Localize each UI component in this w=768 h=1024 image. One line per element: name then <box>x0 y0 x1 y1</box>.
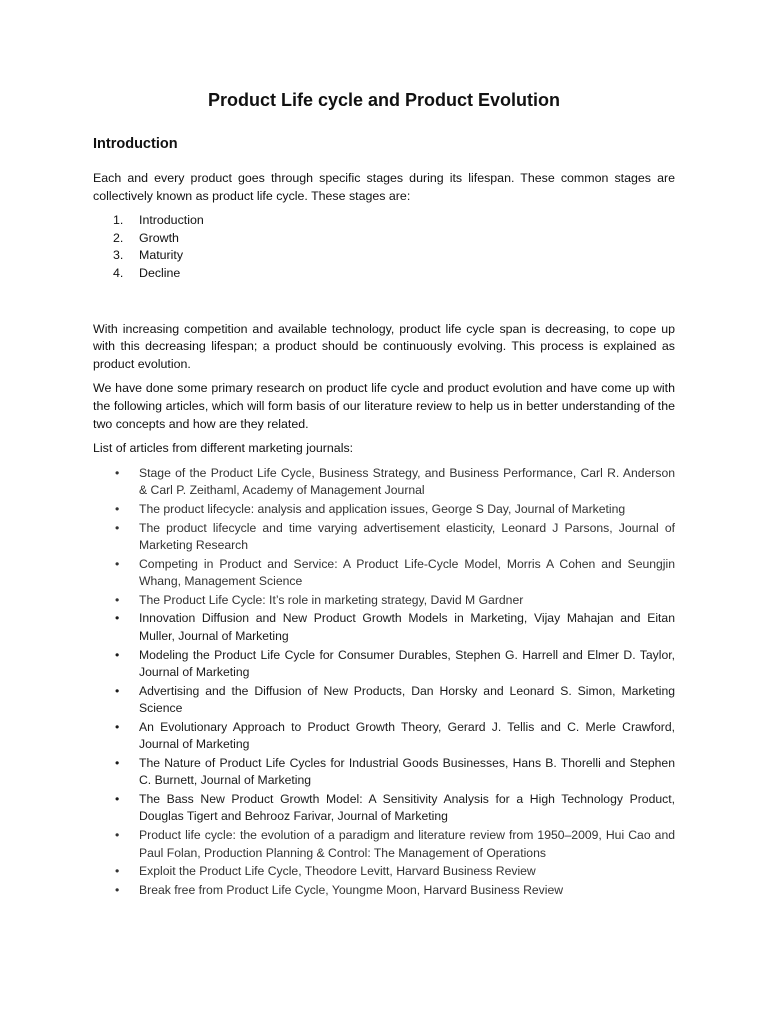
stage-label: Introduction <box>139 213 204 228</box>
bullet-icon: • <box>115 828 120 843</box>
stage-number: 1. <box>113 213 124 228</box>
bullet-icon: • <box>115 792 120 806</box>
document-title: Product Life cycle and Product Evolution <box>207 90 561 110</box>
article-item <box>93 719 675 754</box>
stage-item <box>93 230 675 248</box>
article-text: Modeling the Product Life Cycle for Consumer Durables, Stephen G. Harrell and Elmer D. Taylor, Journal of Marketing <box>139 647 675 679</box>
bullet-icon: • <box>115 501 120 516</box>
article-item <box>93 791 675 826</box>
bullet-icon: • <box>115 647 120 662</box>
article-list <box>93 465 675 900</box>
article-text: The Bass New Product Growth Model: A Sensitivity Analysis for a High Technology Product, Douglas Tigert and Behrooz Farivar, Journal of Marketing <box>139 792 675 824</box>
article-item <box>93 592 675 609</box>
stage-number: 4. <box>113 265 124 280</box>
article-text: The Product Life Cycle: It’s role in marketing strategy, David M Gardner <box>139 592 524 607</box>
bullet-icon: • <box>115 683 120 698</box>
article-text: Product life cycle: the evolution of a paradigm and literature review from 1950–2009, Hui Cao and Paul Folan, Production Planning & Control: The Management of Operations <box>139 828 675 860</box>
article-item <box>93 827 675 862</box>
bullet-icon: • <box>115 520 120 535</box>
bullet-icon: • <box>115 556 120 571</box>
section-heading-introduction: Introduction <box>93 136 178 152</box>
article-text: Stage of the Product Life Cycle, Business Strategy, and Business Performance, Carl R. Anderson & Carl P. Zeithaml, Academy of Management Journal <box>139 465 675 498</box>
bullet-icon: • <box>115 611 120 626</box>
article-item <box>93 501 675 518</box>
article-text: The product lifecycle and time varying advertisement elasticity, Leonard J Parsons, Journal of Marketing Research <box>139 520 675 552</box>
article-item <box>93 520 675 555</box>
document-page <box>93 88 675 901</box>
article-text: Break free from Product Life Cycle, Youngme Moon, Harvard Business Review <box>139 882 564 897</box>
stage-list <box>93 212 675 282</box>
article-item <box>93 556 675 591</box>
articles-list-label: List of articles from different marketing journals: <box>93 441 354 456</box>
article-item <box>93 610 675 645</box>
bullet-icon: • <box>115 465 120 480</box>
stage-item <box>93 265 675 283</box>
stage-label: Growth <box>139 230 179 245</box>
article-text: The product lifecycle: analysis and application issues, George S Day, Journal of Marketing <box>139 501 626 516</box>
article-text: Competing in Product and Service: A Product Life-Cycle Model, Morris A Cohen and Seungjin Whang, Management Science <box>139 556 675 589</box>
article-text: Advertising and the Diffusion of New Products, Dan Horsky and Leonard S. Simon, Marketing Science <box>139 683 675 716</box>
stage-number: 2. <box>113 230 124 245</box>
article-text: Exploit the Product Life Cycle, Theodore Levitt, Harvard Business Review <box>139 864 536 879</box>
stage-label: Maturity <box>139 248 184 263</box>
article-item <box>93 863 675 880</box>
stage-label: Decline <box>139 265 181 280</box>
article-item <box>93 882 675 899</box>
article-item <box>93 683 675 718</box>
bullet-icon: • <box>115 592 120 607</box>
bullet-icon: • <box>115 755 120 770</box>
bullet-icon: • <box>115 719 120 734</box>
stage-number: 3. <box>113 248 124 263</box>
article-item <box>93 755 675 790</box>
article-text: An Evolutionary Approach to Product Growth Theory, Gerard J. Tellis and C. Merle Crawford, Journal of Marketing <box>139 719 675 752</box>
article-item <box>93 647 675 682</box>
bullet-icon: • <box>115 882 120 897</box>
research-paragraph: We have done some primary research on product life cycle and product evolution and have come up with the following articles, which will form basis of our literature review to help us in better understanding of the two concepts and how are they related. <box>93 381 675 431</box>
article-text: Innovation Diffusion and New Product Growth Models in Marketing, Vijay Mahajan and Eitan Muller, Journal of Marketing <box>139 611 675 643</box>
bullet-icon: • <box>115 864 120 879</box>
article-text: The Nature of Product Life Cycles for Industrial Goods Businesses, Hans B. Thorelli and Stephen C. Burnett, Journal of Marketing <box>139 755 675 788</box>
intro-paragraph: Each and every product goes through specific stages during its lifespan. These common stages are collectively known as product life cycle. These stages are: <box>93 171 675 203</box>
article-item <box>93 465 675 500</box>
stage-item <box>93 247 675 265</box>
evolution-paragraph: With increasing competition and available technology, product life cycle span is decreasing, to cope up with this decreasing lifespan; a product should be continuously evolving. This process is explained as product evolution. <box>93 321 675 371</box>
stage-item <box>93 212 675 230</box>
